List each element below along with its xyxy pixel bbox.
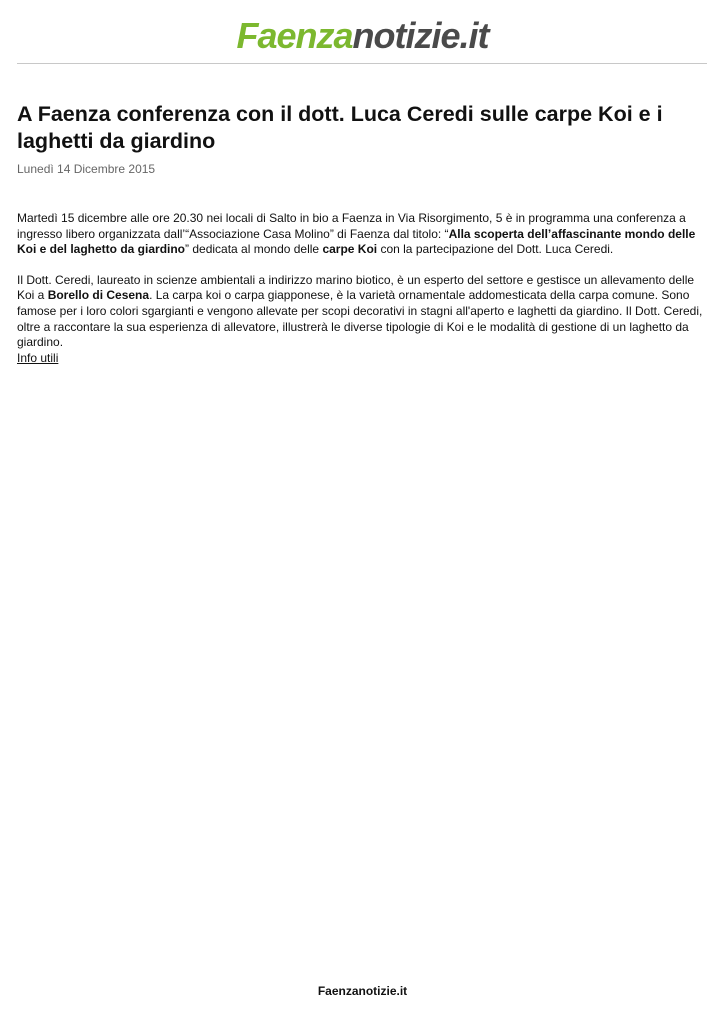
header-divider xyxy=(17,63,707,64)
logo-text-notizie: notizie.it xyxy=(352,15,489,56)
borello-di-cesena-bold: Borello di Cesena xyxy=(47,288,150,303)
logo-text-faenza: Faenza xyxy=(236,15,353,56)
conference-title-bold: Alla scoperta dell’affascinante mondo delle Koi e del laghetto da giardino xyxy=(17,226,696,257)
paragraph-2-text-a: Il Dott. Ceredi, laureato in scienze ambientali a indirizzo marino biotico, è un esperto del settore e gestisce un allevamento delle Koi a xyxy=(17,272,695,303)
paragraph-1-text-a: Martedì 15 dicembre alle ore 20.30 nei locali di Salto in bio a Faenza in Via Risorgimento, 5 è in programma una conferenza a ingresso libero organizzata dall’“Associazione Casa Molino” di Faenza dal titolo: “ xyxy=(17,211,686,241)
article-paragraph-2 xyxy=(17,273,707,351)
carpe-koi-bold: carpe Koi xyxy=(322,242,378,257)
article-paragraph-1 xyxy=(17,211,707,258)
paragraph-1-text-c: con la partecipazione del Dott. Luca Ceredi. xyxy=(377,242,614,257)
article xyxy=(17,101,707,366)
article-title: A Faenza conferenza con il dott. Luca Ceredi sulle carpe Koi e i laghetti da giardino xyxy=(17,102,663,153)
page-footer xyxy=(0,983,725,999)
site-logo[interactable] xyxy=(236,14,488,58)
article-date: Lunedì 14 Dicembre 2015 xyxy=(17,162,156,176)
info-utili-link[interactable]: Info utili xyxy=(17,350,59,365)
footer-site-name: Faenzanotizie.it xyxy=(317,984,408,998)
paragraph-2-text-b: . La carpa koi o carpa giapponese, è la varietà ornamentale addomesticata della carpa comune. Sono famose per i loro colori sgargianti e vengono allevate per scopi decorativi in stagni all'aperto e laghetti da giardino. Il Dott. Ceredi, oltre a raccontare la sua esperienza di allevatore, illustrerà le diverse tipologie di Koi e le modalità di gestione di un laghetto da giardino. xyxy=(17,288,703,350)
paragraph-1-text-b: ” dedicata al mondo delle xyxy=(185,242,323,257)
masthead xyxy=(0,14,725,58)
article-body xyxy=(17,211,707,366)
